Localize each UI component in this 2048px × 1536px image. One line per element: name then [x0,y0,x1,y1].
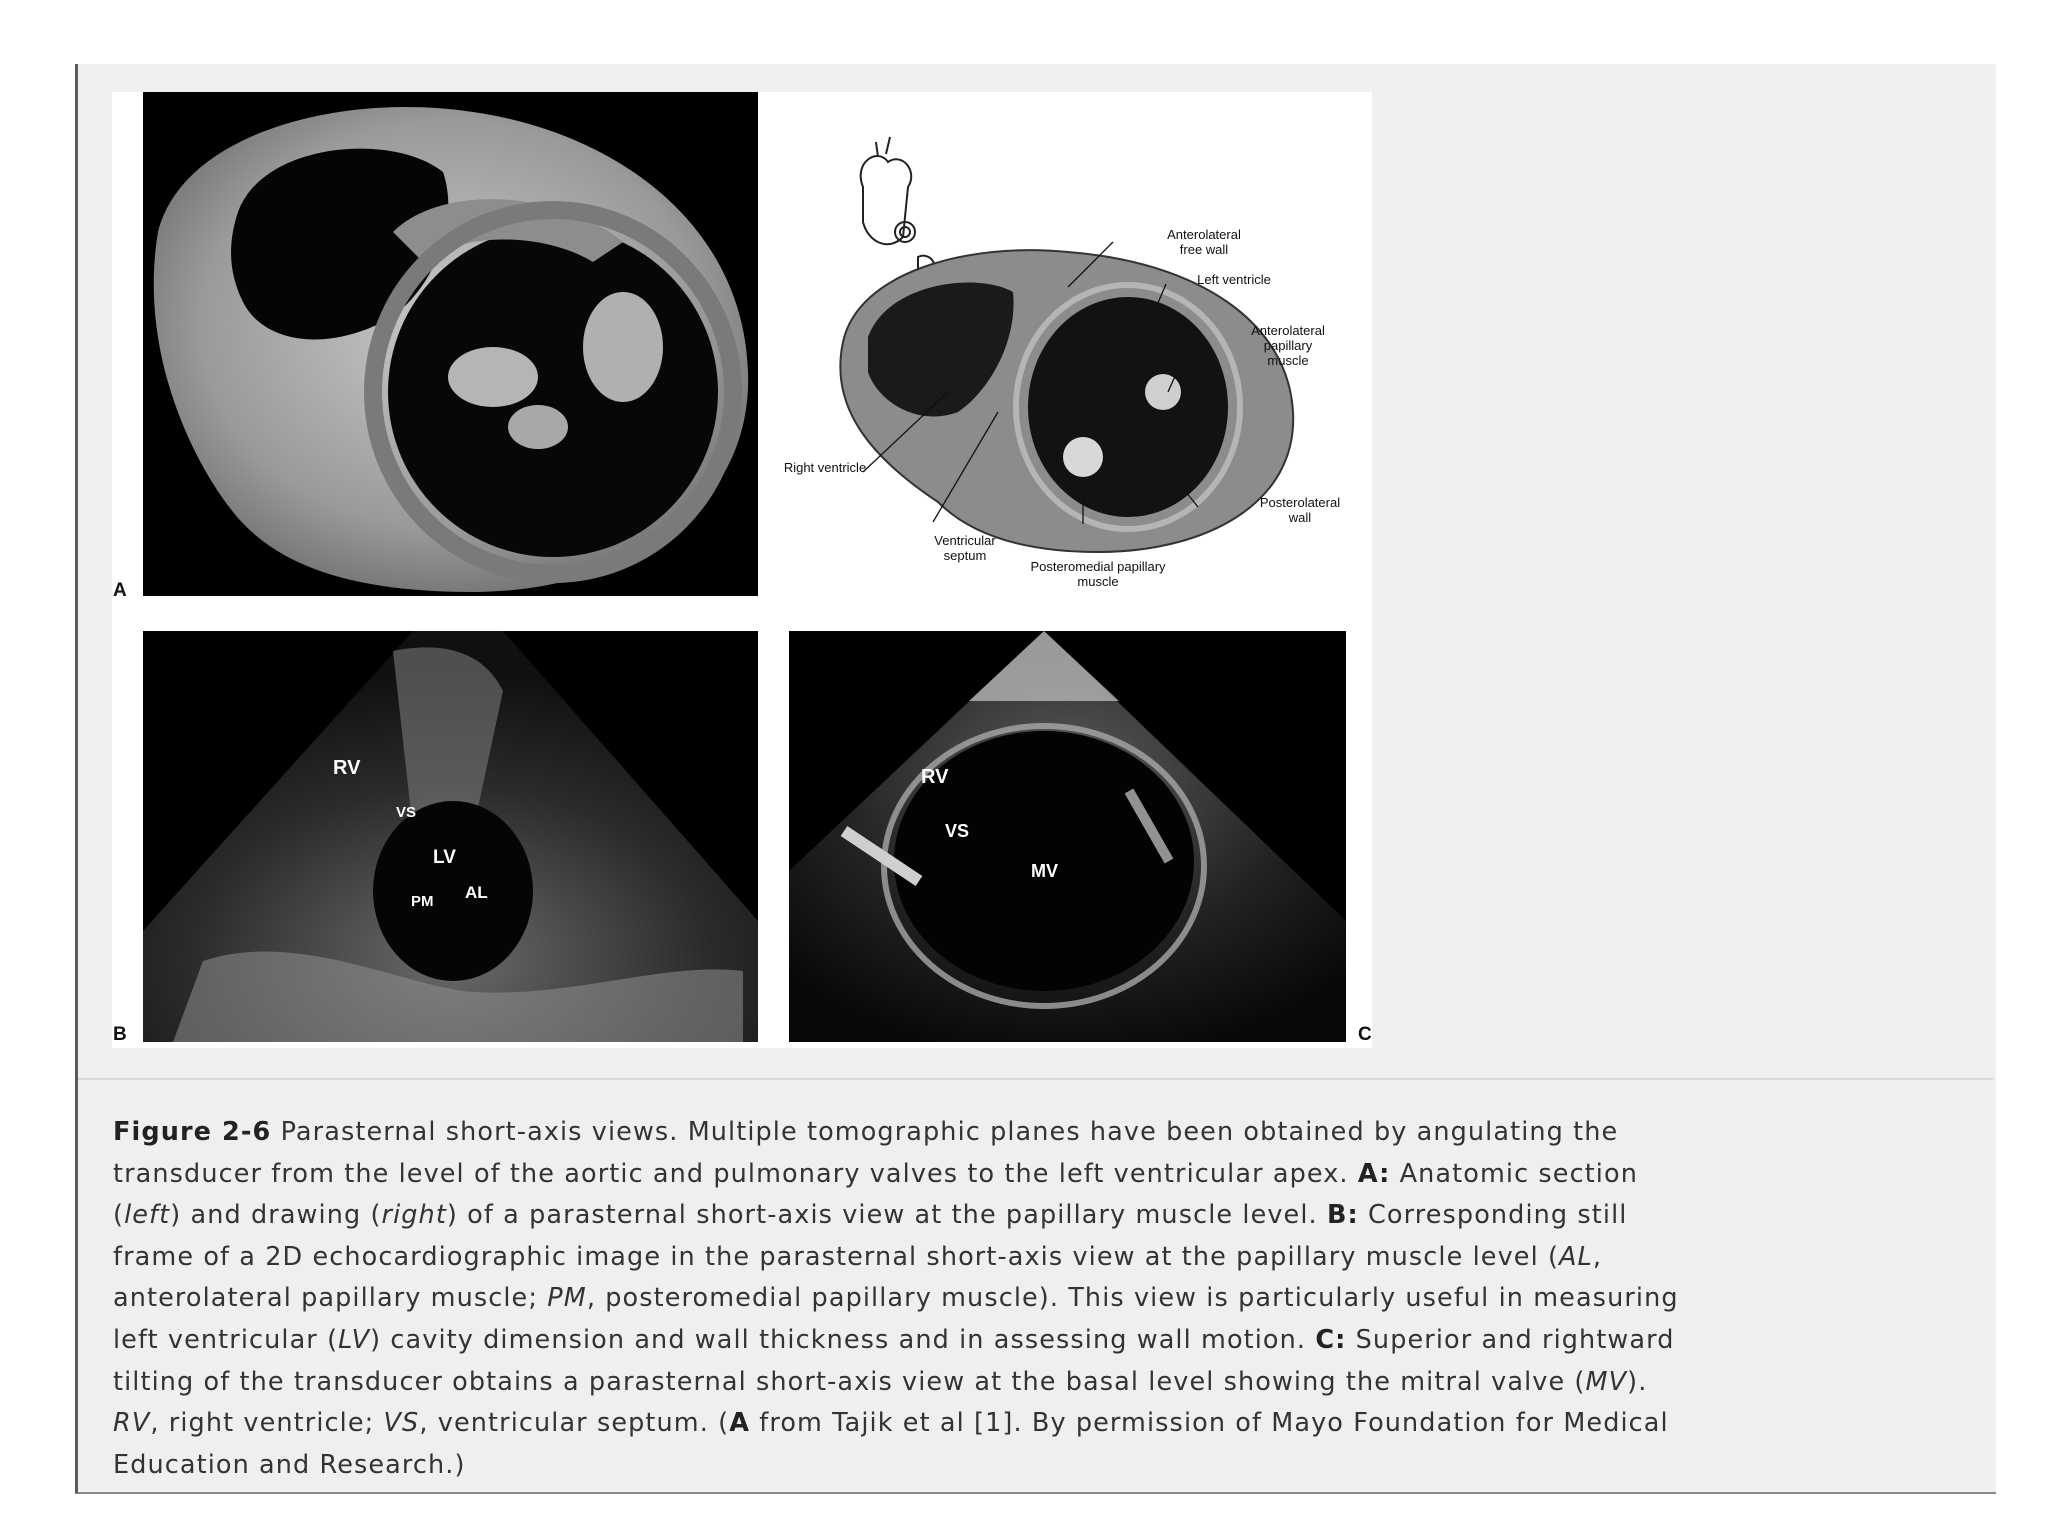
echo-b-al-label: AL [465,883,488,902]
label-anterolateral-free-wall-1: Anterolateral [1167,227,1241,242]
label-anterolateral-papillary-2: papillary [1263,338,1313,353]
caption-figure-label: Figure 2-6 [113,1117,272,1147]
label-anterolateral-free-wall-2: free wall [1179,242,1229,257]
caption-divider [78,1078,1993,1080]
label-right-ventricle: Right ventricle [783,460,867,475]
label-anterolateral-papillary-1: Anterolateral [1251,323,1325,338]
labeled-drawing [768,92,1372,604]
echo-c-rv-label: RV [921,766,949,788]
echo-b-rv-label: RV [333,757,361,779]
panel-label-c: C [1358,1024,1372,1045]
figure-caption: Figure 2-6 Parasternal short-axis views. Multiple tomographic planes have been obtained by angulating the transducer from the level of the aortic and pulmonary valves to the left ventricular apex. A: Anatomic section (left) and drawing (right) of a parasternal short-axis view at the papillary muscle level. B: Corresponding still frame of a 2D echocardiographic image in the parasternal short-axis view at the papillary muscle level (AL, anterolateral papillary muscle; PM, posteromedial papillary muscle). This view is particularly useful in measuring left ventricular (LV) cavity dimension and wall thickness and in assessing wall motion. C: Superior and rightward tilting of the transducer obtains a parasternal short-axis view at the basal level showing the mitral valve (MV). RV, right ventricle; VS, ventricular septum. (A from Tajik et al [1]. By permission of Mayo Foundation for Medical Education and Research.) [113,1117,1679,1480]
panel-label-b: B [113,1024,127,1045]
anatomic-section-image [143,92,758,596]
echo-b-pm-label: PM [411,893,434,910]
label-left-ventricle: Left ventricle [1197,272,1271,287]
label-posteromedial-papillary-2: muscle [1077,574,1119,589]
label-ventricular-septum-2: septum [943,548,987,563]
echo-b-lv-label: LV [433,847,456,868]
label-ventricular-septum-1: Ventricular [934,533,996,548]
label-posterolateral-wall-1: Posterolateral [1259,495,1341,510]
panel-label-a: A [113,580,127,601]
echo-c-vs-label: VS [945,821,970,841]
label-posteromedial-papillary-1: Posteromedial papillary [1030,559,1166,574]
echo-c-mv-label: MV [1031,861,1058,881]
echo-image-c [789,631,1346,1042]
echo-b-vs-label: VS [396,804,417,821]
echo-image-b [143,631,758,1042]
label-anterolateral-papillary-3: muscle [1267,353,1309,368]
label-posterolateral-wall-2: wall [1288,510,1312,525]
